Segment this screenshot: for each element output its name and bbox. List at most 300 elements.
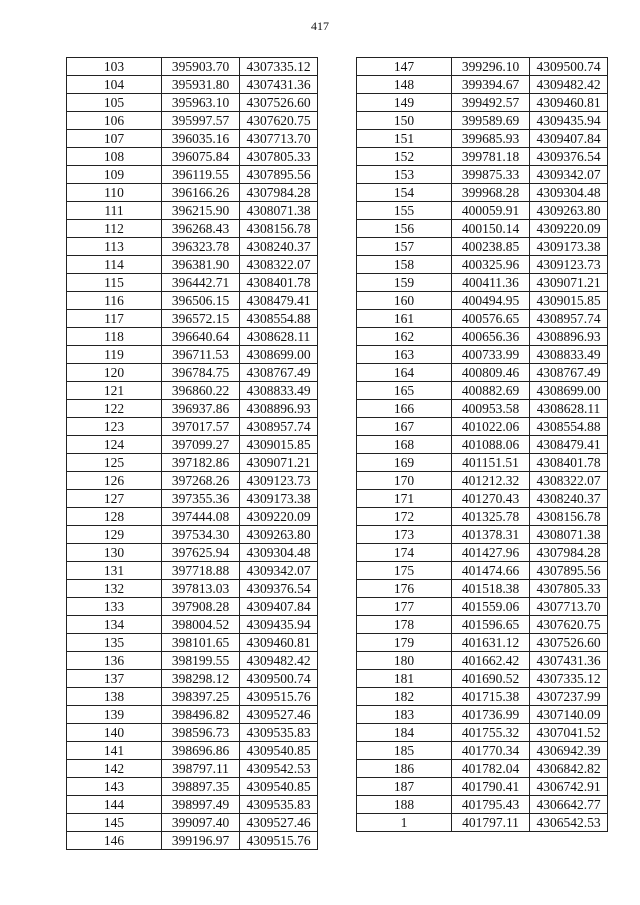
- y-coordinate-cell: 4309540.85: [240, 742, 318, 760]
- y-coordinate-cell: 4308833.49: [530, 346, 608, 364]
- y-coordinate-cell: 4309527.46: [240, 706, 318, 724]
- y-coordinate-cell: 4309173.38: [240, 490, 318, 508]
- point-number-cell: 131: [67, 562, 162, 580]
- y-coordinate-cell: 4307805.33: [240, 148, 318, 166]
- y-coordinate-cell: 4307984.28: [240, 184, 318, 202]
- point-number-cell: 128: [67, 508, 162, 526]
- coordinates-table-left: [66, 57, 318, 850]
- x-coordinate-cell: 401378.31: [452, 526, 530, 544]
- y-coordinate-cell: 4307431.36: [530, 652, 608, 670]
- table-row: [357, 778, 608, 796]
- point-number-cell: 145: [67, 814, 162, 832]
- point-number-cell: 162: [357, 328, 452, 346]
- table-row: [67, 256, 318, 274]
- point-number-cell: 111: [67, 202, 162, 220]
- table-row: [67, 58, 318, 76]
- table-row: [67, 400, 318, 418]
- y-coordinate-cell: 4309376.54: [530, 148, 608, 166]
- table-row: [357, 310, 608, 328]
- table-row: [67, 598, 318, 616]
- table-row: [67, 148, 318, 166]
- point-number-cell: 115: [67, 274, 162, 292]
- y-coordinate-cell: 4306742.91: [530, 778, 608, 796]
- table-row: [357, 562, 608, 580]
- x-coordinate-cell: 397625.94: [162, 544, 240, 562]
- table-row: [67, 310, 318, 328]
- x-coordinate-cell: 399097.40: [162, 814, 240, 832]
- x-coordinate-cell: 400733.99: [452, 346, 530, 364]
- x-coordinate-cell: 397355.36: [162, 490, 240, 508]
- point-number-cell: 114: [67, 256, 162, 274]
- table-row: [67, 202, 318, 220]
- point-number-cell: 134: [67, 616, 162, 634]
- table-row: [357, 796, 608, 814]
- x-coordinate-cell: 400953.58: [452, 400, 530, 418]
- y-coordinate-cell: 4306642.77: [530, 796, 608, 814]
- point-number-cell: 167: [357, 418, 452, 436]
- x-coordinate-cell: 396215.90: [162, 202, 240, 220]
- y-coordinate-cell: 4309071.21: [530, 274, 608, 292]
- x-coordinate-cell: 397268.26: [162, 472, 240, 490]
- y-coordinate-cell: 4309460.81: [530, 94, 608, 112]
- table-row: [357, 202, 608, 220]
- y-coordinate-cell: 4308554.88: [240, 310, 318, 328]
- point-number-cell: 149: [357, 94, 452, 112]
- table-row: [357, 94, 608, 112]
- x-coordinate-cell: 397444.08: [162, 508, 240, 526]
- table-row: [67, 796, 318, 814]
- y-coordinate-cell: 4309535.83: [240, 796, 318, 814]
- table-row: [67, 130, 318, 148]
- table-row: [67, 94, 318, 112]
- table-row: [67, 688, 318, 706]
- point-number-cell: 107: [67, 130, 162, 148]
- x-coordinate-cell: 399296.10: [452, 58, 530, 76]
- y-coordinate-cell: 4307713.70: [530, 598, 608, 616]
- point-number-cell: 171: [357, 490, 452, 508]
- x-coordinate-cell: 401151.51: [452, 454, 530, 472]
- table-row: [357, 652, 608, 670]
- table-row: [357, 112, 608, 130]
- point-number-cell: 170: [357, 472, 452, 490]
- table-row: [357, 220, 608, 238]
- table-row: [67, 778, 318, 796]
- table-row: [67, 544, 318, 562]
- table-row: [357, 130, 608, 148]
- x-coordinate-cell: 401782.04: [452, 760, 530, 778]
- point-number-cell: 174: [357, 544, 452, 562]
- y-coordinate-cell: 4309123.73: [240, 472, 318, 490]
- x-coordinate-cell: 401559.06: [452, 598, 530, 616]
- point-number-cell: 129: [67, 526, 162, 544]
- x-coordinate-cell: 399394.67: [452, 76, 530, 94]
- x-coordinate-cell: 401770.34: [452, 742, 530, 760]
- table-row: [357, 382, 608, 400]
- table-row: [67, 580, 318, 598]
- table-row: [67, 364, 318, 382]
- table-row: [67, 616, 318, 634]
- table-row: [357, 346, 608, 364]
- table-row: [67, 832, 318, 850]
- y-coordinate-cell: 4308156.78: [240, 220, 318, 238]
- table-row: [357, 616, 608, 634]
- point-number-cell: 181: [357, 670, 452, 688]
- point-number-cell: 175: [357, 562, 452, 580]
- point-number-cell: 169: [357, 454, 452, 472]
- point-number-cell: 159: [357, 274, 452, 292]
- y-coordinate-cell: 4307237.99: [530, 688, 608, 706]
- point-number-cell: 130: [67, 544, 162, 562]
- y-coordinate-cell: 4307895.56: [530, 562, 608, 580]
- table-row: [67, 454, 318, 472]
- table-row: [357, 526, 608, 544]
- table-row: [357, 76, 608, 94]
- x-coordinate-cell: 396381.90: [162, 256, 240, 274]
- table-row: [357, 328, 608, 346]
- table-row: [357, 274, 608, 292]
- x-coordinate-cell: 396035.16: [162, 130, 240, 148]
- point-number-cell: 110: [67, 184, 162, 202]
- y-coordinate-cell: 4309015.85: [530, 292, 608, 310]
- x-coordinate-cell: 401755.32: [452, 724, 530, 742]
- x-coordinate-cell: 396323.78: [162, 238, 240, 256]
- table-row: [67, 652, 318, 670]
- point-number-cell: 106: [67, 112, 162, 130]
- x-coordinate-cell: 396442.71: [162, 274, 240, 292]
- point-number-cell: 137: [67, 670, 162, 688]
- point-number-cell: 112: [67, 220, 162, 238]
- x-coordinate-cell: 398004.52: [162, 616, 240, 634]
- table-row: [67, 526, 318, 544]
- x-coordinate-cell: 397017.57: [162, 418, 240, 436]
- y-coordinate-cell: 4308767.49: [240, 364, 318, 382]
- x-coordinate-cell: 399875.33: [452, 166, 530, 184]
- x-coordinate-cell: 396166.26: [162, 184, 240, 202]
- table-row: [357, 742, 608, 760]
- table-row: [357, 148, 608, 166]
- point-number-cell: 158: [357, 256, 452, 274]
- x-coordinate-cell: 396075.84: [162, 148, 240, 166]
- point-number-cell: 168: [357, 436, 452, 454]
- x-coordinate-cell: 401474.66: [452, 562, 530, 580]
- table-row: [67, 292, 318, 310]
- point-number-cell: 163: [357, 346, 452, 364]
- x-coordinate-cell: 398496.82: [162, 706, 240, 724]
- x-coordinate-cell: 401596.65: [452, 616, 530, 634]
- table-row: [67, 220, 318, 238]
- y-coordinate-cell: 4307984.28: [530, 544, 608, 562]
- point-number-cell: 154: [357, 184, 452, 202]
- y-coordinate-cell: 4309220.09: [530, 220, 608, 238]
- point-number-cell: 125: [67, 454, 162, 472]
- table-row: [357, 454, 608, 472]
- point-number-cell: 146: [67, 832, 162, 850]
- x-coordinate-cell: 396119.55: [162, 166, 240, 184]
- table-row: [67, 760, 318, 778]
- x-coordinate-cell: 400576.65: [452, 310, 530, 328]
- x-coordinate-cell: 397182.86: [162, 454, 240, 472]
- y-coordinate-cell: 4307041.52: [530, 724, 608, 742]
- point-number-cell: 160: [357, 292, 452, 310]
- y-coordinate-cell: 4309407.84: [530, 130, 608, 148]
- point-number-cell: 116: [67, 292, 162, 310]
- table-row: [357, 688, 608, 706]
- y-coordinate-cell: 4309482.42: [240, 652, 318, 670]
- point-number-cell: 113: [67, 238, 162, 256]
- x-coordinate-cell: 400411.36: [452, 274, 530, 292]
- y-coordinate-cell: 4309460.81: [240, 634, 318, 652]
- point-number-cell: 187: [357, 778, 452, 796]
- x-coordinate-cell: 401518.38: [452, 580, 530, 598]
- y-coordinate-cell: 4309263.80: [240, 526, 318, 544]
- point-number-cell: 123: [67, 418, 162, 436]
- table-row: [67, 490, 318, 508]
- y-coordinate-cell: 4307805.33: [530, 580, 608, 598]
- y-coordinate-cell: 4307713.70: [240, 130, 318, 148]
- x-coordinate-cell: 400059.91: [452, 202, 530, 220]
- table-row: [67, 184, 318, 202]
- y-coordinate-cell: 4308401.78: [240, 274, 318, 292]
- y-coordinate-cell: 4309435.94: [240, 616, 318, 634]
- x-coordinate-cell: 396711.53: [162, 346, 240, 364]
- x-coordinate-cell: 398596.73: [162, 724, 240, 742]
- x-coordinate-cell: 401662.42: [452, 652, 530, 670]
- y-coordinate-cell: 4308071.38: [240, 202, 318, 220]
- table-row: [67, 76, 318, 94]
- x-coordinate-cell: 399492.57: [452, 94, 530, 112]
- y-coordinate-cell: 4309535.83: [240, 724, 318, 742]
- table-row: [357, 598, 608, 616]
- table-row: [67, 346, 318, 364]
- y-coordinate-cell: 4309220.09: [240, 508, 318, 526]
- table-row: [357, 634, 608, 652]
- point-number-cell: 173: [357, 526, 452, 544]
- x-coordinate-cell: 399685.93: [452, 130, 530, 148]
- point-number-cell: 143: [67, 778, 162, 796]
- table-row: [357, 490, 608, 508]
- x-coordinate-cell: 398997.49: [162, 796, 240, 814]
- y-coordinate-cell: 4307335.12: [240, 58, 318, 76]
- y-coordinate-cell: 4308322.07: [530, 472, 608, 490]
- x-coordinate-cell: 401325.78: [452, 508, 530, 526]
- table-row: [357, 760, 608, 778]
- y-coordinate-cell: 4309500.74: [240, 670, 318, 688]
- x-coordinate-cell: 395963.10: [162, 94, 240, 112]
- y-coordinate-cell: 4308479.41: [240, 292, 318, 310]
- table-row: [67, 436, 318, 454]
- point-number-cell: 126: [67, 472, 162, 490]
- point-number-cell: 161: [357, 310, 452, 328]
- table-row: [357, 292, 608, 310]
- table-row: [67, 670, 318, 688]
- point-number-cell: 153: [357, 166, 452, 184]
- point-number-cell: 177: [357, 598, 452, 616]
- x-coordinate-cell: 398199.55: [162, 652, 240, 670]
- table-row: [357, 472, 608, 490]
- point-number-cell: 141: [67, 742, 162, 760]
- point-number-cell: 180: [357, 652, 452, 670]
- table-row: [357, 400, 608, 418]
- x-coordinate-cell: 400238.85: [452, 238, 530, 256]
- y-coordinate-cell: 4308896.93: [530, 328, 608, 346]
- point-number-cell: 117: [67, 310, 162, 328]
- point-number-cell: 108: [67, 148, 162, 166]
- point-number-cell: 1: [357, 814, 452, 832]
- page-number: 417: [311, 19, 329, 33]
- x-coordinate-cell: 400882.69: [452, 382, 530, 400]
- point-number-cell: 121: [67, 382, 162, 400]
- table-row: [357, 166, 608, 184]
- y-coordinate-cell: 4308240.37: [530, 490, 608, 508]
- point-number-cell: 152: [357, 148, 452, 166]
- point-number-cell: 147: [357, 58, 452, 76]
- point-number-cell: 140: [67, 724, 162, 742]
- y-coordinate-cell: 4308240.37: [240, 238, 318, 256]
- table-row: [67, 112, 318, 130]
- table-row: [357, 364, 608, 382]
- y-coordinate-cell: 4308957.74: [530, 310, 608, 328]
- x-coordinate-cell: 399196.97: [162, 832, 240, 850]
- x-coordinate-cell: 399781.18: [452, 148, 530, 166]
- y-coordinate-cell: 4308071.38: [530, 526, 608, 544]
- x-coordinate-cell: 401631.12: [452, 634, 530, 652]
- x-coordinate-cell: 397813.03: [162, 580, 240, 598]
- y-coordinate-cell: 4308554.88: [530, 418, 608, 436]
- point-number-cell: 182: [357, 688, 452, 706]
- point-number-cell: 165: [357, 382, 452, 400]
- table-row: [357, 580, 608, 598]
- y-coordinate-cell: 4309482.42: [530, 76, 608, 94]
- point-number-cell: 139: [67, 706, 162, 724]
- point-number-cell: 120: [67, 364, 162, 382]
- x-coordinate-cell: 395931.80: [162, 76, 240, 94]
- point-number-cell: 138: [67, 688, 162, 706]
- y-coordinate-cell: 4309071.21: [240, 454, 318, 472]
- x-coordinate-cell: 401212.32: [452, 472, 530, 490]
- y-coordinate-cell: 4309342.07: [530, 166, 608, 184]
- point-number-cell: 156: [357, 220, 452, 238]
- point-number-cell: 136: [67, 652, 162, 670]
- table-row: [357, 544, 608, 562]
- point-number-cell: 109: [67, 166, 162, 184]
- coordinates-table-right: [356, 57, 608, 832]
- table-row: [67, 238, 318, 256]
- y-coordinate-cell: 4308156.78: [530, 508, 608, 526]
- x-coordinate-cell: 396572.15: [162, 310, 240, 328]
- y-coordinate-cell: 4307431.36: [240, 76, 318, 94]
- y-coordinate-cell: 4308896.93: [240, 400, 318, 418]
- point-number-cell: 104: [67, 76, 162, 94]
- table-row: [357, 418, 608, 436]
- point-number-cell: 188: [357, 796, 452, 814]
- table-row: [67, 418, 318, 436]
- x-coordinate-cell: 397908.28: [162, 598, 240, 616]
- x-coordinate-cell: 400150.14: [452, 220, 530, 238]
- x-coordinate-cell: 395903.70: [162, 58, 240, 76]
- point-number-cell: 144: [67, 796, 162, 814]
- y-coordinate-cell: 4309500.74: [530, 58, 608, 76]
- x-coordinate-cell: 398298.12: [162, 670, 240, 688]
- y-coordinate-cell: 4307620.75: [530, 616, 608, 634]
- x-coordinate-cell: 398101.65: [162, 634, 240, 652]
- point-number-cell: 148: [357, 76, 452, 94]
- y-coordinate-cell: 4309123.73: [530, 256, 608, 274]
- table-row: [357, 184, 608, 202]
- point-number-cell: 178: [357, 616, 452, 634]
- x-coordinate-cell: 399968.28: [452, 184, 530, 202]
- y-coordinate-cell: 4308479.41: [530, 436, 608, 454]
- y-coordinate-cell: 4309435.94: [530, 112, 608, 130]
- x-coordinate-cell: 401715.38: [452, 688, 530, 706]
- x-coordinate-cell: 401790.41: [452, 778, 530, 796]
- x-coordinate-cell: 400656.36: [452, 328, 530, 346]
- point-number-cell: 157: [357, 238, 452, 256]
- table-row: [357, 814, 608, 832]
- point-number-cell: 133: [67, 598, 162, 616]
- x-coordinate-cell: 400809.46: [452, 364, 530, 382]
- y-coordinate-cell: 4307620.75: [240, 112, 318, 130]
- x-coordinate-cell: 396784.75: [162, 364, 240, 382]
- point-number-cell: 183: [357, 706, 452, 724]
- x-coordinate-cell: 399589.69: [452, 112, 530, 130]
- table-row: [67, 166, 318, 184]
- table-row: [357, 436, 608, 454]
- x-coordinate-cell: 397099.27: [162, 436, 240, 454]
- x-coordinate-cell: 400494.95: [452, 292, 530, 310]
- y-coordinate-cell: 4309376.54: [240, 580, 318, 598]
- y-coordinate-cell: 4306842.82: [530, 760, 608, 778]
- point-number-cell: 151: [357, 130, 452, 148]
- point-number-cell: 186: [357, 760, 452, 778]
- y-coordinate-cell: 4309173.38: [530, 238, 608, 256]
- point-number-cell: 118: [67, 328, 162, 346]
- x-coordinate-cell: 396268.43: [162, 220, 240, 238]
- y-coordinate-cell: 4308628.11: [530, 400, 608, 418]
- point-number-cell: 150: [357, 112, 452, 130]
- table-row: [357, 670, 608, 688]
- y-coordinate-cell: 4309407.84: [240, 598, 318, 616]
- table-row: [67, 562, 318, 580]
- x-coordinate-cell: 401270.43: [452, 490, 530, 508]
- y-coordinate-cell: 4309527.46: [240, 814, 318, 832]
- y-coordinate-cell: 4308322.07: [240, 256, 318, 274]
- table-row: [67, 472, 318, 490]
- point-number-cell: 155: [357, 202, 452, 220]
- y-coordinate-cell: 4309515.76: [240, 832, 318, 850]
- x-coordinate-cell: 396937.86: [162, 400, 240, 418]
- table-row: [357, 508, 608, 526]
- x-coordinate-cell: 401736.99: [452, 706, 530, 724]
- table-row: [67, 724, 318, 742]
- y-coordinate-cell: 4309015.85: [240, 436, 318, 454]
- x-coordinate-cell: 397534.30: [162, 526, 240, 544]
- point-number-cell: 122: [67, 400, 162, 418]
- x-coordinate-cell: 395997.57: [162, 112, 240, 130]
- y-coordinate-cell: 4309515.76: [240, 688, 318, 706]
- point-number-cell: 176: [357, 580, 452, 598]
- table-row: [67, 274, 318, 292]
- y-coordinate-cell: 4307140.09: [530, 706, 608, 724]
- y-coordinate-cell: 4308957.74: [240, 418, 318, 436]
- y-coordinate-cell: 4309304.48: [240, 544, 318, 562]
- y-coordinate-cell: 4308699.00: [530, 382, 608, 400]
- table-row: [357, 706, 608, 724]
- table-row: [67, 706, 318, 724]
- y-coordinate-cell: 4309342.07: [240, 562, 318, 580]
- table-row: [67, 328, 318, 346]
- table-row: [357, 256, 608, 274]
- x-coordinate-cell: 401088.06: [452, 436, 530, 454]
